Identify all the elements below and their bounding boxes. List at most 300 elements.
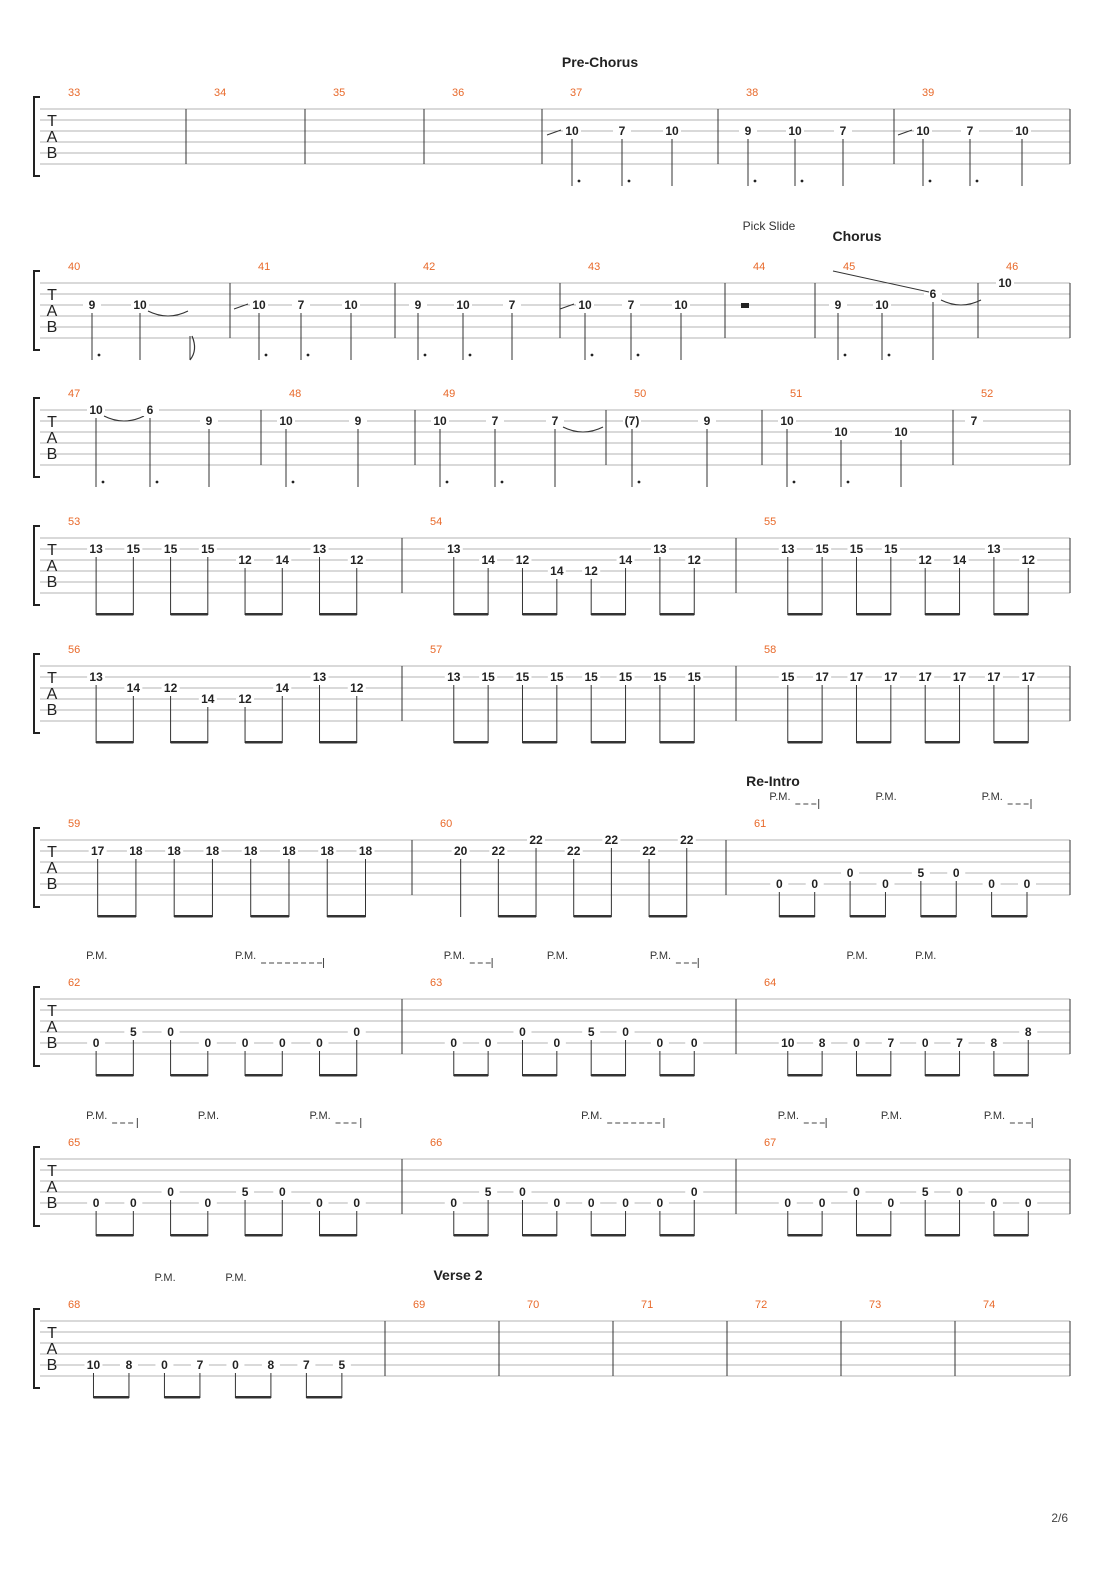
palm-mute-label: P.M. [546,950,569,962]
fret-number: 0 [775,877,783,891]
tab-clef-letter: B [46,145,58,162]
beam [591,613,625,616]
beam [925,1074,959,1077]
beam [994,1074,1028,1077]
fret-number: 5 [921,1185,929,1199]
fret-number: 0 [553,1036,561,1050]
system-bracket [34,97,40,176]
tab-system [34,644,1070,744]
measure-number: 63 [430,977,443,989]
beam [591,741,625,744]
measure-number: 42 [423,261,436,273]
system-bracket [34,654,40,733]
beam [98,915,136,918]
fret-number: 17 [849,670,864,684]
measure-number: 36 [452,87,465,99]
fret-number: 17 [987,670,1001,684]
palm-mute-label: P.M. [225,1272,247,1284]
measure-number: 66 [430,1137,443,1149]
measure-number: 64 [764,977,777,989]
measure-number: 49 [443,388,456,400]
palm-mute-label: P.M. [86,1110,108,1122]
measure-number: 43 [588,261,601,273]
measure-number: 74 [983,1299,996,1311]
beam [320,613,357,616]
tie [941,300,981,305]
fret-number: 0 [450,1196,458,1210]
tab-clef-letter: A [46,558,58,575]
beam [245,1074,282,1077]
fret-number: 9 [834,298,842,312]
fret-number: 10 [665,124,679,138]
tab-clef-letter: T [47,542,57,559]
tab-clef-letter: T [47,1003,57,1020]
palm-mute-label: P.M. [86,950,108,962]
tab-clef-letter: A [46,860,58,877]
beam [498,915,536,918]
fret-number: 12 [163,681,178,695]
fret-number: 0 [204,1036,212,1050]
beam [454,613,488,616]
tab-clef-letter: A [46,686,58,703]
fret-number: 7 [970,414,978,428]
measure-number: 40 [68,261,81,273]
system-bracket [34,1309,40,1388]
measure-number: 48 [289,388,302,400]
tie [563,427,603,432]
tab-clef-letter: T [47,1163,57,1180]
tab-clef-letter: B [46,1357,58,1374]
dot [844,354,847,357]
fret-number: 20 [453,844,468,858]
beam [925,1234,959,1237]
measure-number: 58 [764,644,777,656]
beam [164,1396,199,1399]
fret-number: 7 [551,414,559,428]
fret-number: 10 [780,414,794,428]
whole-rest [741,303,749,308]
beam [574,915,612,918]
fret-number: 7 [887,1036,895,1050]
fret-number: 10 [433,414,447,428]
section-label: Verse 2 [433,1267,483,1283]
fret-number: 0 [656,1196,664,1210]
measure-number: 55 [764,516,777,528]
tab-clef-letter: A [46,1179,58,1196]
tab-clef-letter: T [47,414,57,431]
page-number: 2/6 [1051,1511,1068,1525]
fret-number: 0 [1024,1196,1032,1210]
fret-number: 12 [687,553,701,567]
fret-number: 0 [130,1196,137,1210]
fret-number: 0 [92,1196,100,1210]
fret-number: 0 [952,866,960,880]
fret-number: 15 [687,670,701,684]
measure-number: 38 [746,87,759,99]
fret-number: 18 [167,844,181,858]
fret-number: 10 [344,298,358,312]
fret-number: 10 [875,298,889,312]
measure-number: 44 [753,261,766,273]
measure-number: 45 [843,261,856,273]
fret-number: 10 [834,425,848,439]
fret-number: 14 [126,681,141,695]
tab-clef-letter: A [46,1341,58,1358]
fret-number: 0 [353,1025,361,1039]
palm-mute-label: P.M. [983,1110,1006,1122]
dot [102,481,105,484]
fret-number: 22 [604,833,619,847]
fret-number: 10 [788,124,802,138]
beam [660,741,694,744]
fret-number: 14 [481,553,495,567]
tab-clef-letter: A [46,129,58,146]
fret-number: 10 [456,298,470,312]
fret-number: 5 [917,866,925,880]
beam [856,1234,890,1237]
fret-number: 14 [550,564,564,578]
fret-number: 10 [279,414,293,428]
fret-number: 10 [133,298,147,312]
dot [801,180,804,183]
fret-number: 15 [815,542,829,556]
fret-number: 0 [1023,877,1031,891]
fret-number: 15 [884,542,898,556]
tab-clef-letter: B [46,876,58,893]
fret-number: 12 [918,553,932,567]
fret-number: 0 [784,1196,792,1210]
beam [522,741,556,744]
beam [320,741,357,744]
fret-number: 12 [350,681,364,695]
beam [327,915,365,918]
fret-number: 0 [553,1196,561,1210]
dot [637,354,640,357]
fret-number: 22 [567,844,581,858]
fret-number: 10 [916,124,930,138]
measure-number: 57 [430,644,443,656]
fret-number: 5 [338,1358,346,1372]
fret-number: 10 [86,1358,101,1372]
palm-mute-label: P.M. [769,791,791,803]
fret-number: 0 [316,1196,323,1210]
palm-mute-label: P.M. [154,1272,176,1284]
fret-number: 14 [618,553,633,567]
fret-number: 8 [125,1358,133,1372]
measure-number: 41 [258,261,271,273]
fret-number: 10 [674,298,688,312]
fret-number: 7 [627,298,635,312]
beam [320,1234,357,1237]
tab-clef-letter: A [46,1019,58,1036]
fret-number: 12 [515,553,530,567]
dot [292,481,295,484]
palm-mute-label: P.M. [235,950,257,962]
technique-annotation: Pick Slide [742,219,796,233]
fret-number: 0 [818,1196,826,1210]
tab-system [34,1110,1070,1237]
beam [96,1074,133,1077]
fret-number: 7 [839,124,847,138]
tab-system [34,1267,1070,1399]
fret-number: 17 [1021,670,1035,684]
fret-number: 0 [204,1196,212,1210]
fret-number: 12 [238,692,252,706]
dot [976,180,979,183]
tab-system [34,773,1070,918]
fret-number: 0 [278,1036,286,1050]
tie [104,416,144,421]
beam [856,741,890,744]
fret-number: 13 [312,670,327,684]
dot [424,354,427,357]
fret-number: 22 [642,844,656,858]
measure-number: 65 [68,1137,81,1149]
dot [446,481,449,484]
measure-number: 37 [570,87,583,99]
measure-number: 39 [922,87,935,99]
fret-number: 7 [508,298,516,312]
fret-number: 14 [275,553,289,567]
measure-number: 69 [413,1299,426,1311]
fret-number: 17 [918,670,932,684]
fret-number: 10 [578,298,592,312]
note-flag [190,336,195,360]
fret-number: 18 [205,844,220,858]
fret-number: 0 [853,1036,860,1050]
dot [591,354,594,357]
beam [660,613,694,616]
beam [174,915,212,918]
tab-system [34,219,1070,360]
fret-number: 13 [781,542,795,556]
fret-number: 13 [987,542,1001,556]
fret-number: 13 [312,542,327,556]
tab-clef-letter: B [46,702,58,719]
section-label: Re-Intro [746,773,800,789]
tab-system [34,388,1070,487]
palm-mute-label: P.M. [777,1110,799,1122]
fret-number: 6 [146,403,154,417]
beam [788,741,822,744]
beam [788,1074,822,1077]
system-bracket [34,987,40,1066]
beam [992,915,1027,918]
fret-number: 0 [622,1196,629,1210]
measure-number: 62 [68,977,81,989]
fret-number: 15 [481,670,495,684]
beam [251,915,289,918]
fret-number: 22 [529,833,543,847]
fret-number: 0 [956,1185,963,1199]
fret-number: 18 [282,844,296,858]
measure-number: 70 [527,1299,540,1311]
beam [591,1234,625,1237]
tab-clef-letter: A [46,303,58,320]
fret-number: 12 [238,553,252,567]
dot [754,180,757,183]
fret-number: 10 [894,425,908,439]
fret-number: 9 [744,124,752,138]
tie [148,311,188,316]
fret-number: 0 [167,1185,174,1199]
fret-number: 0 [811,877,819,891]
measure-number: 53 [68,516,81,528]
fret-number: (7) [624,414,640,428]
fret-number: 18 [320,844,334,858]
measure-number: 71 [641,1299,654,1311]
fret-number: 18 [358,844,373,858]
fret-number: 12 [1021,553,1035,567]
fret-number: 17 [884,670,898,684]
fret-number: 0 [587,1196,595,1210]
fret-number: 0 [167,1025,174,1039]
beam [856,613,890,616]
beam [454,1074,488,1077]
system-bracket [34,1147,40,1226]
beam [171,741,208,744]
tab-clef-letter: T [47,844,57,861]
tab-clef-letter: A [46,430,58,447]
fret-number: 8 [990,1036,998,1050]
tab-clef-letter: B [46,574,58,591]
fret-number: 7 [196,1358,204,1372]
tab-clef-letter: T [47,287,57,304]
beam [96,1234,133,1237]
beam [994,741,1028,744]
palm-mute-label: P.M. [846,950,868,962]
fret-number: 13 [653,542,667,556]
beam [454,741,488,744]
beam [994,1234,1028,1237]
fret-number: 0 [450,1036,458,1050]
beam [921,915,956,918]
fret-number: 7 [618,124,626,138]
beam [245,1234,282,1237]
fret-number: 0 [921,1036,929,1050]
pick-slide-line [833,271,929,292]
tab-system [34,54,1070,186]
fret-number: 7 [491,414,499,428]
fret-number: 9 [205,414,213,428]
fret-number: 15 [653,670,667,684]
palm-mute-label: P.M. [981,791,1003,803]
tab-clef-letter: T [47,113,57,130]
beam [96,741,133,744]
fret-number: 0 [656,1036,664,1050]
fret-number: 7 [303,1358,310,1372]
system-bracket [34,828,40,907]
dot [793,481,796,484]
measure-number: 68 [68,1299,81,1311]
fret-number: 0 [353,1196,361,1210]
fret-number: 0 [92,1036,100,1050]
fret-number: 7 [297,298,305,312]
fret-number: 5 [587,1025,595,1039]
beam [856,1074,890,1077]
beam [649,915,687,918]
beam [522,1074,556,1077]
fret-number: 0 [241,1036,249,1050]
fret-number: 15 [781,670,795,684]
dot [98,354,101,357]
tab-clef-letter: T [47,1325,57,1342]
beam [779,915,814,918]
fret-number: 8 [1024,1025,1032,1039]
fret-number: 13 [89,542,103,556]
fret-number: 15 [584,670,598,684]
measure-number: 35 [333,87,346,99]
palm-mute-label: P.M. [443,950,465,962]
fret-number: 13 [89,670,103,684]
palm-mute-label: P.M. [581,1110,603,1122]
system-bracket [34,271,40,350]
beam [660,1074,694,1077]
fret-number: 7 [966,124,974,138]
fret-number: 8 [267,1358,275,1372]
measure-number: 50 [634,388,647,400]
fret-number: 13 [447,542,461,556]
palm-mute-label: P.M. [875,791,897,803]
fret-number: 9 [354,414,362,428]
beam [925,613,959,616]
fret-number: 0 [622,1025,629,1039]
fret-number: 9 [703,414,711,428]
fret-number: 17 [90,844,105,858]
beam [850,915,885,918]
beam [591,1074,625,1077]
palm-mute-label: P.M. [915,950,937,962]
fret-number: 12 [350,553,364,567]
beam [245,741,282,744]
beam [522,1234,556,1237]
fret-number: 15 [201,542,215,556]
palm-mute-label: P.M. [880,1110,903,1122]
fret-number: 12 [584,564,598,578]
dot [638,481,641,484]
fret-number: 22 [491,844,506,858]
beam [306,1396,341,1399]
fret-number: 22 [680,833,694,847]
dot [307,354,310,357]
fret-number: 10 [89,403,103,417]
fret-number: 13 [447,670,461,684]
palm-mute-label: P.M. [649,950,672,962]
tab-clef-letter: B [46,1035,58,1052]
fret-number: 0 [988,877,995,891]
section-label: Chorus [832,228,882,244]
dot [501,481,504,484]
beam [660,1234,694,1237]
measure-number: 51 [790,388,803,400]
beam [171,1074,208,1077]
tab-system [34,516,1070,616]
fret-number: 10 [1015,124,1029,138]
beam [171,1234,208,1237]
measure-number: 61 [754,818,767,830]
measure-number: 46 [1006,261,1019,273]
beam [245,613,282,616]
fret-number: 7 [956,1036,963,1050]
fret-number: 10 [998,276,1012,290]
fret-number: 0 [316,1036,323,1050]
beam [994,613,1028,616]
fret-number: 9 [414,298,422,312]
fret-number: 18 [244,844,258,858]
fret-number: 5 [130,1025,137,1039]
fret-number: 15 [550,670,564,684]
fret-number: 0 [882,877,889,891]
